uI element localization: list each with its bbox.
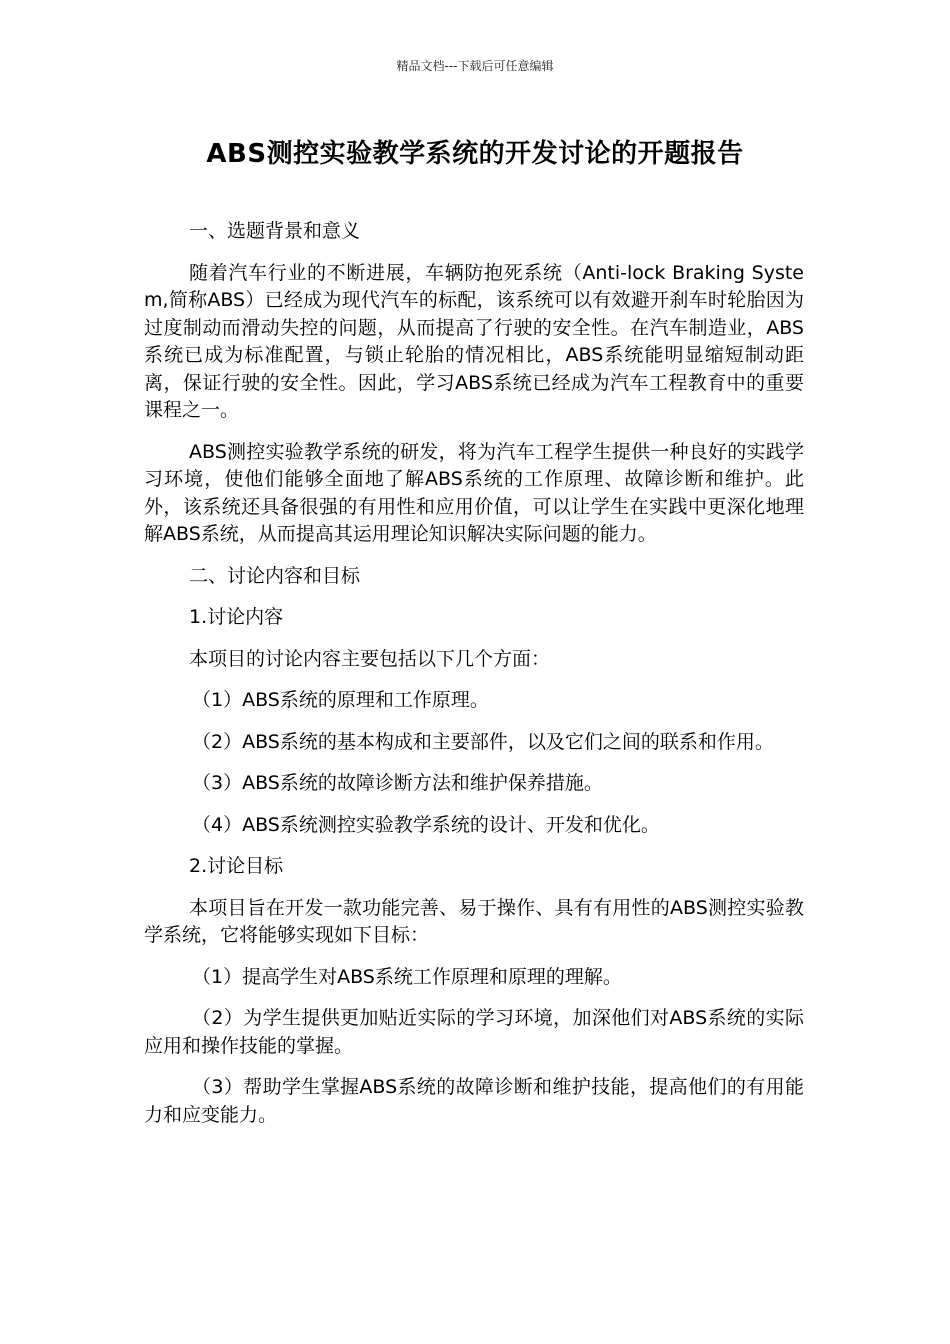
list-item-goal: （2）为学生提供更加贴近实际的学习环境，加深他们对ABS系统的实际应用和操作技能的掌握。	[144, 1007, 804, 1057]
list-item-content: （2）ABS系统的基本构成和主要部件，以及它们之间的联系和作用。	[192, 730, 774, 753]
list-item-goal: （3）帮助学生掌握ABS系统的故障诊断和维护技能，提高他们的有用能力和应变能力。	[144, 1076, 804, 1126]
page-header: 精品文档---下载后可任意编辑	[396, 59, 554, 73]
subheading-content: 1.讨论内容	[189, 606, 284, 628]
paragraph-significance: ABS测控实验教学系统的研发，将为汽车工程学生提供一种良好的实践学习环境，使他们能够全面地了解ABS系统的工作原理、故障诊断和维护。此外，该系统还具备很强的有用性和应用价值，可以让学生在实践中更深化地理解ABS系统，从而提高其运用理论知识解决实际问题的能力。	[144, 440, 804, 545]
subheading-goals: 2.讨论目标	[189, 855, 284, 877]
list-item-goal: （1）提高学生对ABS系统工作原理和原理的理解。	[192, 965, 622, 988]
paragraph-content-intro: 本项目的讨论内容主要包括以下几个方面：	[189, 647, 551, 670]
paragraph-background: 随着汽车行业的不断进展，车辆防抱死系统（Anti-lock Braking System,简称ABS）已经成为现代汽车的标配，该系统可以有效避开刹车时轮胎因为过度制动而滑动失控的问题，从而提高了行驶的安全性。在汽车制造业，ABS系统已成为标准配置，与锁止轮胎的情况相比，ABS系统能明显缩短制动距离，保证行驶的安全性。因此，学习ABS系统已经成为汽车工程教育中的重要课程之一。	[144, 261, 804, 421]
paragraph-goals-intro: 本项目旨在开发一款功能完善、易于操作、具有有用性的ABS测控实验教学系统，它将能够实现如下目标：	[144, 896, 804, 946]
document-body	[144, 218, 804, 1143]
section-heading-content-goals: 二、讨论内容和目标	[189, 564, 361, 587]
section-heading-background: 一、选题背景和意义	[189, 220, 361, 242]
document-title: ABS测控实验教学系统的开发讨论的开题报告	[206, 139, 744, 169]
list-item-content: （1）ABS系统的原理和工作原理。	[192, 689, 489, 711]
list-item-content: （4）ABS系统测控实验教学系统的设计、开发和优化。	[192, 813, 660, 836]
list-item-content: （3）ABS系统的故障诊断方法和维护保养措施。	[192, 772, 603, 794]
